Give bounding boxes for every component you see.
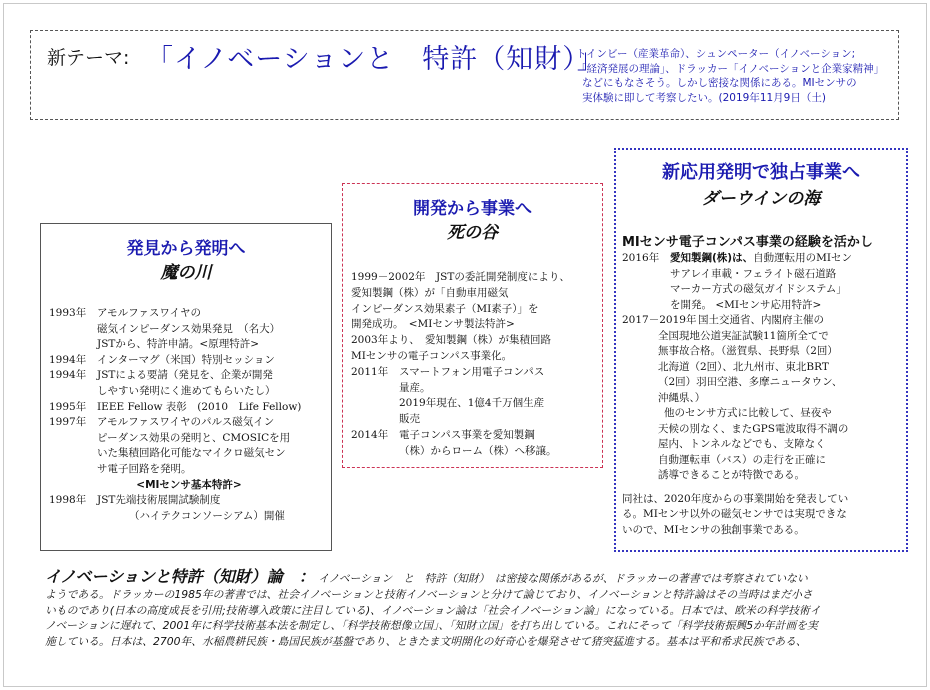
entry-line: 自動運転用のMIセン xyxy=(753,252,853,264)
other-line: 天候の別なく、またGPS電波取得不調の xyxy=(658,422,849,435)
entry-line: ピーダンス効果の発明と、CMOSICを用 xyxy=(97,431,291,444)
entry-line: スマートフォン用電子コンパス xyxy=(399,365,545,378)
theory-title: イノベーションと特許（知財）論 ： xyxy=(45,567,315,586)
discovery-box xyxy=(40,223,332,551)
entry-year: 2014年 xyxy=(351,428,389,441)
entry-line: アモルファスワイヤのパルス磁気イン xyxy=(97,416,275,429)
theory-line: いものであり(日本の高度成長を引用;技術導入政策に注目している)、イノベーション論は「社会イノベーション論」になっている。日本では、欧米の科学技術イ xyxy=(45,603,821,617)
entry-year: 1997年 xyxy=(49,416,87,429)
entry-year: 2016年 xyxy=(622,252,660,264)
entry-line: 磁気インピーダンス効果発見 （名大） xyxy=(97,322,281,335)
entry-line: （ハイテクコンソーシアム）開催 xyxy=(129,509,285,522)
entry-line: サ電子回路を発明。 xyxy=(97,462,192,475)
timeline-entry xyxy=(351,428,599,444)
entry-line: JST先端技術展開試験制度 xyxy=(97,494,221,507)
entry-line: いた集積回路化可能なマイクロ磁気セン xyxy=(97,447,286,460)
entry-year: 2017－2019年 xyxy=(622,314,697,326)
theory-line: ノベーションに遅れて、2001年に科学技術基本法を制定し、「科学技術想像立国」、「知財立国」を打ち出している。これにそって「科学技術振興5か年計画を実 xyxy=(45,619,818,633)
entry-line: 全国現地公道実証試験11箇所全てで xyxy=(658,329,829,342)
dev-line: MIセンサの電子コンパス事業化。 xyxy=(351,349,513,362)
dev-line: インピーダンス効果素子（MI素子）」を xyxy=(351,302,539,315)
theory-line: ようである。ドラッカーの1985年の著書では、社会イノベーションと技術イノベーションと分けて論じており、イノベーションと特許論はその当時はまだ小さ xyxy=(45,587,813,601)
entry-line: アモルファスワイヤの xyxy=(97,307,202,319)
entry-line: JSTから、特許申請。<原理特許> xyxy=(97,338,260,351)
entry-line: 沖縄県、） xyxy=(658,391,706,404)
new-application-box xyxy=(614,148,908,552)
entry-line: （2回）羽田空港、多摩ニュータウン、 xyxy=(658,376,843,388)
discovery-heading: 発見から発明へ xyxy=(126,239,246,259)
entry-line: 販売 xyxy=(399,413,420,426)
entry-line: マーカー方式の磁気ガイドシステム」 xyxy=(670,283,847,295)
final-line: る。MIセンサ以外の磁気センサでは実現できな xyxy=(622,508,847,520)
title-label: 新テーマ: xyxy=(47,47,130,69)
final-line: いので、MIセンサの独創事業である。 xyxy=(622,523,805,536)
other-line: 誘導できることが特徴である。 xyxy=(658,469,805,481)
timeline-entry xyxy=(49,353,329,369)
dev-line: 2003年より、 愛知製鋼（株）が集積回路 xyxy=(351,334,551,347)
entry-line: しやすい発明にく進めてもらいたし） xyxy=(97,384,276,397)
new-application-subheading: ダーウインの海 xyxy=(701,189,821,209)
entry-year: 1993年 xyxy=(49,307,87,319)
company-name: 愛知製鋼(株)は、 xyxy=(670,252,754,264)
development-subheading: 死の谷 xyxy=(447,223,498,243)
timeline-entry xyxy=(622,251,902,313)
timeline-entry xyxy=(49,415,329,477)
entry-year: 1998年 xyxy=(49,494,87,507)
entry-line: 2019年現在、1億4千万個生産 xyxy=(399,397,545,410)
entry-line: JSTによる要請（発見を、企業が開発 xyxy=(97,369,273,382)
title-note-line: などにもなさそう。しかし密接な関係にある。MIセンサの xyxy=(582,77,857,89)
dev-line: 1999－2002年 JSTの委託開発制度により、 xyxy=(351,271,570,283)
entry-line: 無事故合格。（滋賀県、長野県（2回） xyxy=(658,345,838,357)
title-note-line: 「経済発展の理論」、ドラッカー「イノベーションと企業家精神」 xyxy=(576,62,885,75)
basic-patent-tag: <MIセンサ基本特許> xyxy=(136,478,242,491)
entry-line: を開発。 <MIセンサ応用特許> xyxy=(670,298,822,311)
final-line: 同社は、2020年度からの事業開始を発表してい xyxy=(622,492,849,505)
new-application-heading: 新応用発明で独占事業へ xyxy=(662,162,860,183)
dev-line: 開発成功。 <MIセンサ製法特許> xyxy=(351,318,515,331)
timeline-entry xyxy=(49,306,329,353)
timeline-entry xyxy=(351,365,599,428)
new-application-timeline xyxy=(622,234,902,538)
entry-line: 量産。 xyxy=(399,381,431,394)
title-note-line: トインビー（産業革命）、シュンペーター（イノベーション; xyxy=(576,48,856,60)
other-line: 他のセンサ方式に比較して、昼夜や xyxy=(664,407,832,419)
title-box xyxy=(30,30,899,120)
lead-line: MIセンサ電子コンパス事業の経験を活かし xyxy=(622,235,873,250)
discovery-subheading: 魔の川 xyxy=(160,263,212,283)
entry-line: IEEE Fellow 表彰 (2010 Life Fellow) xyxy=(97,400,302,413)
development-timeline xyxy=(351,270,599,460)
entry-line: インターマグ（米国）特別セッション xyxy=(97,353,275,366)
entry-line: サアレイ車載・フェライト磁石道路 xyxy=(670,267,837,280)
dev-line: 愛知製鋼（株）が「自動車用磁気 xyxy=(351,286,509,299)
entry-line: 国土交通省、内閣府主催の xyxy=(698,314,824,326)
entry-year: 2011年 xyxy=(351,365,389,378)
entry-year: 1994年 xyxy=(49,369,87,382)
page-title: 「イノベーションと 特許（知財）」 xyxy=(146,44,605,75)
theory-paragraph xyxy=(45,569,887,650)
theory-line: 施している。日本は、2700年、水稲農耕民族・島国民族が基盤であり、ときたま文明開化の好奇心を爆発させて猪突猛進する。基本は平和希求民族である、 xyxy=(45,635,807,649)
entry-line: 電子コンパス事業を愛知製鋼 xyxy=(399,428,535,441)
timeline-entry xyxy=(49,493,329,509)
development-box xyxy=(342,183,603,468)
other-line: 自動運転車（バス）の走行を正確に xyxy=(658,453,826,466)
entry-line: 北海道（2回）、北九州市、東北BRT xyxy=(658,360,829,373)
timeline-entry xyxy=(49,400,329,416)
title-note-line: 実体験に即して考察したい。(2019年11月9日（土) xyxy=(582,91,826,104)
timeline-entry xyxy=(49,368,329,399)
discovery-timeline xyxy=(49,306,329,524)
entry-year: 1995年 xyxy=(49,400,87,413)
other-line: 屋内、トンネルなどでも、支障なく xyxy=(658,438,826,450)
development-heading: 開発から事業へ xyxy=(413,199,532,219)
theory-intro: イノベーション と 特許（知財） は密接な関係があるが、ドラッカーの著書では考察されていない xyxy=(318,572,808,585)
entry-line: （株）からローム（株）へ移譲。 xyxy=(399,444,557,457)
title-note xyxy=(576,47,894,105)
entry-year: 1994年 xyxy=(49,353,87,366)
